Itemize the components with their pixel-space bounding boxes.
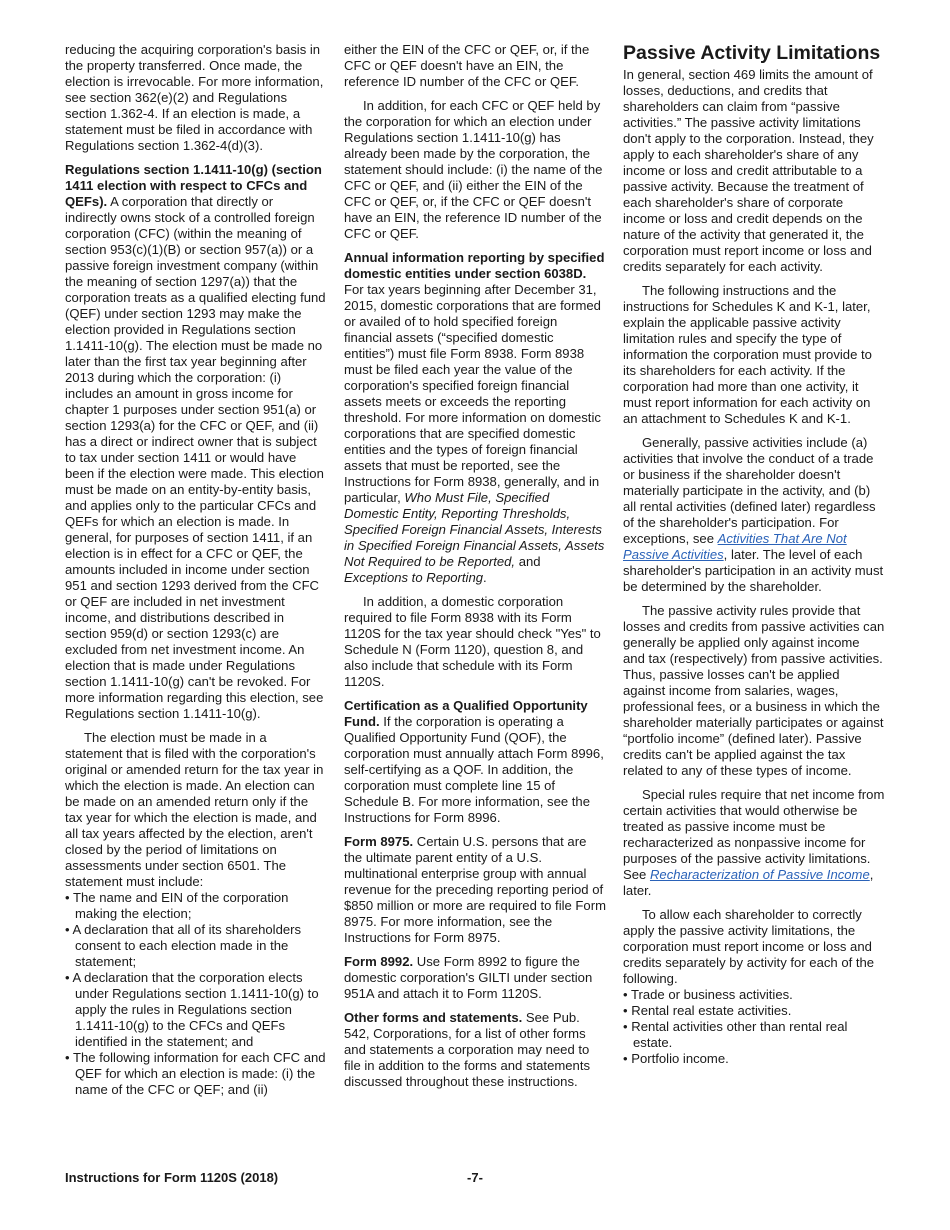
italic-text: Who Must File, Specified Domestic Entity, Reporting Thresholds, Specified Foreign Financial Assets, Interests in Specified Foreign Financial Assets, Assets Not Required to be Reported, (344, 490, 605, 569)
recharacterization-link[interactable]: Recharacterization of Passive Income (649, 867, 870, 882)
paragraph-text: . (483, 570, 487, 585)
paragraph-text: , later. (623, 867, 874, 898)
page-number: -7- (467, 1170, 483, 1185)
list-item: • Portfolio income. (623, 1051, 729, 1066)
list-item: • The following information for each CFC and QEF for which an election is made: (i) the name of the CFC or QEF; and (ii) (65, 1050, 326, 1097)
paragraph-text: See Pub. 542, Corporations, for a list of other forms and statements a corporation may need to file in addition to the forms and statements discussed throughout these instructions. (344, 1010, 591, 1089)
list-item: • A declaration that all of its shareholders consent to each election made in the statement; (65, 922, 302, 969)
paragraph-text: Use Form 8992 to figure the domestic corporation's GILTI under section 951A and attach it to Form 1120S. (344, 954, 593, 1001)
paragraph-text: Certain U.S. persons that are the ultimate parent entity of a U.S. multinational enterprise group with annual revenue for the preceding reporting period of $850 million or more are required to file Form 8975. For more information, see the Instructions for Form 8975. (344, 834, 606, 945)
column-2 (344, 42, 606, 1098)
paragraph: To allow each shareholder to correctly apply the passive activity limitations, the corporation must report income or loss and credits separately by activity for each of the following. (623, 907, 875, 986)
paragraph-text: A corporation that directly or indirectly owns stock of a controlled foreign corporation (CFC) (within the meaning of section 953(c)(1)(B) or section 957(a)) or a passive foreign investment company (within the meaning of section 1297(a)) that the corporation treats as a qualified electing fund (QEF) under section 1293 may make the election provided in Regulations section 1.1411-10(g). The election must be made no later than the first tax year beginning after 2013 during which the corporation: (i) includes an amount in gross income for chapter 1 purposes under section 951(a) or section 1293(a) for the CFC or QEF, and (ii) has a direct or indirect owner that is subject to tax under section 1411 or would have been if the election were made. This election must be made on an entity-by-entity basis, and applies only to the particular CFCs and QEFs for which an election is made. In general, for purposes of section 1411, if an election is in effect for a CFC or QEF, the amounts included in income under section 951 and section 1293 derived from the CFC or QEF are included in net investment income, and distributions described in section 959(d) or section 1293(c) are excluded from net investment income. An election that is made under Regulations section 1.1411-10(g) can't be revoked. For more information regarding this election, see Regulations section 1.1411-10(g). (65, 194, 326, 721)
paragraph-lead-in: Regulations section 1.1411-10(g) (section 1411 election with respect to CFCs and QEFs). (65, 162, 322, 209)
list-item: • The name and EIN of the corporation making the election; (65, 890, 289, 921)
paragraph (344, 834, 606, 946)
paragraph-text: For tax years beginning after December 31, 2015, domestic corporations that are formed or availed of to hold specified foreign financial assets (“specified domestic entities”) must file Form 8938. Form 8938 must be filed each year the value of the corporation's specified foreign financial assets meets or exceeds the reporting threshold. For more information on domestic corporations that are specified domestic entities and the types of foreign financial assets that must be reported, see the Instructions for Form 8938, generally, and in particular, (344, 282, 601, 505)
paragraph (344, 698, 606, 826)
paragraph-text: Special rules require that net income from certain activities that would otherwise be treated as passive income must be recharacterized as nonpassive income for purposes of the passive activity limitations. See (623, 787, 885, 882)
paragraph (623, 787, 885, 899)
paragraph: In general, section 469 limits the amount of losses, deductions, and credits that shareholders can claim from “passive activities.” The passive activity limitations don't apply to the corporation. Instead, they apply to each shareholder's share of any income or loss and credit attributable to a passive activity. Because the treatment of each shareholder's share of corporate income or loss and credit depends on the nature of the activity that generated it, the corporation must report income or loss and credits separately for each activity. (623, 67, 874, 274)
list-item: • Rental activities other than rental real estate. (623, 1019, 848, 1050)
paragraph: reducing the acquiring corporation's basis in the property transferred. Once made, the election is irrevocable. For more information, see section 362(e)(2) and Regulations section 1.362-4. If an election is made, a statement must be filed in accordance with Regulations section 1.362-4(d)(3). (65, 42, 324, 153)
section-heading: Passive Activity Limitations (623, 42, 881, 64)
paragraph-lead-in: Form 8975. (344, 834, 414, 849)
paragraph: In addition, for each CFC or QEF held by the corporation for which an election under Regulations section 1.1411-10(g) has already been made by the corporation, the statement should include: (i) the name of the CFC or QEF, and (ii) either the EIN of the CFC or QEF, or, if the CFC or QEF doesn't have an EIN, the reference ID number of the CFC or QEF. (344, 98, 603, 241)
paragraph-text: , later. The level of each shareholder's participation in an activity must be determined by the shareholder. (623, 547, 884, 594)
paragraph-lead-in: Annual information reporting by specified domestic entities under section 6038D. (344, 250, 605, 281)
footer-form-title: Instructions for Form 1120S (2018) (65, 1170, 279, 1185)
paragraph: The passive activity rules provide that losses and credits from passive activities can generally be applied only against income and tax (respectively) from passive activities. Thus, passive losses can't be applied against income from salaries, wages, professional fees, or a business in which the shareholder materially participates or against “portfolio income” (defined later). Passive credits can't be applied against the tax related to any of these types of income. (623, 603, 885, 778)
paragraph (344, 1010, 606, 1090)
column-1 (65, 42, 327, 1098)
paragraph (344, 250, 606, 586)
paragraph: The following instructions and the instructions for Schedules K and K-1, later, explain the applicable passive activity limitation rules and specify the type of information the corporation must provide to its shareholders for each activity. If the corporation had more than one activity, it must report information for each activity on an attachment to Schedules K and K-1. (623, 283, 872, 426)
italic-text: Exceptions to Reporting (344, 570, 484, 585)
list-item: • Rental real estate activities. (623, 1003, 792, 1018)
list-item: • A declaration that the corporation elects under Regulations section 1.1411-10(g) to apply the rules in Regulations section 1.1411-10(g) to the CFCs and QEFs identified in the statement; and (65, 970, 319, 1049)
paragraph (344, 954, 606, 1002)
paragraph-lead-in: Other forms and statements. (344, 1010, 523, 1025)
paragraph-lead-in: Form 8992. (344, 954, 414, 969)
paragraph-lead-in: Certification as a Qualified Opportunity Fund. (344, 698, 588, 729)
paragraph (65, 162, 327, 722)
paragraph-text: Generally, passive activities include (a) activities that involve the conduct of a trade or business if the shareholder doesn't materially participate in the activity, and (b) all rental activities (defined later) regardless of the shareholder's participation. For exceptions, see (623, 435, 876, 546)
paragraph: The election must be made in a statement that is filed with the corporation's original or amended return for the tax year in which the election is made. An election can be made on an amended return only if the tax year for which the election is made, and all tax years affected by the election, aren't closed by the period of limitations on assessments under section 6501. The statement must include: (65, 730, 324, 889)
paragraph-text: and (518, 554, 541, 569)
paragraph: either the EIN of the CFC or QEF, or, if the CFC or QEF doesn't have an EIN, the reference ID number of the CFC or QEF. (344, 42, 590, 89)
paragraph-text: If the corporation is operating a Qualified Opportunity Fund (QOF), the corporation must annually attach Form 8996, self-certifying as a QOF. In addition, the corporation must complete line 15 of Schedule B. For more information, see the Instructions for Form 8996. (344, 714, 604, 825)
statement-requirements-list (65, 890, 327, 1098)
activity-types-list (623, 987, 885, 1067)
list-item: • Trade or business activities. (623, 987, 793, 1002)
column-3 (623, 42, 885, 1067)
paragraph: In addition, a domestic corporation required to file Form 8938 with its Form 1120S for the tax year should check "Yes" to Schedule N (Form 1120), question 8, and also include that schedule with its Form 1120S. (344, 594, 601, 689)
paragraph (623, 435, 885, 595)
activities-not-passive-link[interactable]: Activities That Are Not Passive Activities (623, 531, 847, 562)
